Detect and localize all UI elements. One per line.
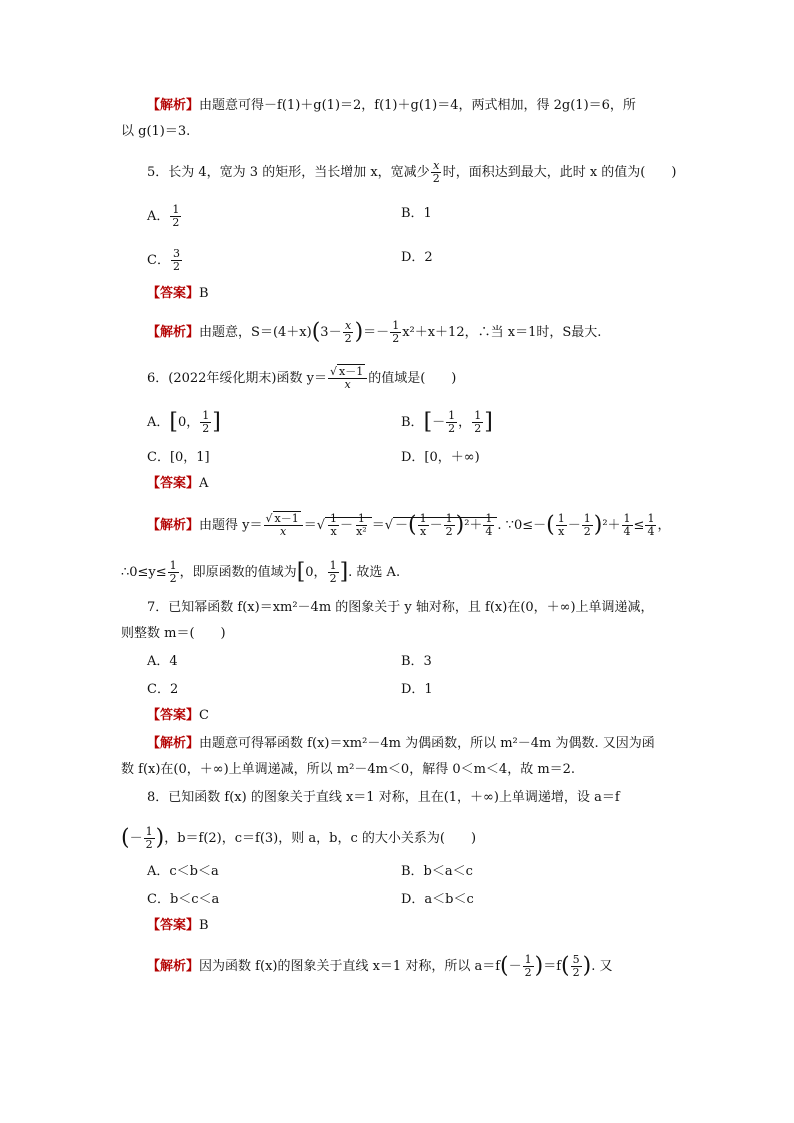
q8-analysis-line-1: 【解析】因为函数 f(x)的图象关于直线 x＝1 对称，所以 a＝f(－ $\frac{1}{2}$ )＝f( $\frac{5}{2}$ ). 又	[147, 953, 613, 979]
fraction-x-over-2: $\frac{x}{2}$	[432, 159, 440, 185]
q8-stem-line-2: (－ $\frac{1}{2}$ )，b＝f(2)，c＝f(3)，则 a，b，c 的大小关系为( )	[121, 825, 477, 851]
q7-answer: 【答案】C	[147, 708, 209, 723]
q7-option-c: C．2	[147, 682, 179, 697]
q8-answer: 【答案】B	[147, 918, 209, 933]
q7-option-d: D．1	[401, 682, 433, 697]
q6-option-a: A．[0， $\frac{1}{2}$ ]	[147, 409, 221, 435]
q7-analysis-line-1: 【解析】由题意可得幂函数 f(x)＝xm²－4m 为偶函数，所以 m²－4m 为偶数. 又因为函	[147, 736, 655, 751]
q5-option-a: A． $\frac{1}{2}$	[147, 203, 180, 229]
q4-analysis-line-1	[147, 96, 636, 116]
q8-option-a: A．c＜b＜a	[147, 864, 219, 879]
q8-option-d: D．a＜b＜c	[401, 892, 474, 907]
q5-analysis: 【解析】由题意，S＝(4＋x)(3－ $\frac{x}{2}$ )＝－ $\frac{1}{2}$ x²＋x＋12，∴当 x＝1时，S最大.	[147, 319, 602, 345]
q5-option-b: B．1	[401, 206, 432, 221]
q8-option-c: C．b＜c＜a	[147, 892, 220, 907]
q6-stem: 6．(2022年绥化期末)函数 y＝ $\frac{√ x-1}{x}$ 的值域是( )	[147, 365, 457, 391]
q5-option-c: C． $\frac{3}{2}$	[147, 247, 180, 273]
q6-analysis-line-1: 【解析】由题得 y＝ $\frac{√ x-1}{x}$ ＝√ $\frac{1}{x}$ － $\frac{1}{\text{x²}}$ ＝√ －( $\frac{1}{x}$ － $\frac{1}{2}$ )²＋ $\frac{1}{4}$ . ∵0≤－( $\frac{1}{x}$ － $\frac{1}{2}$ )²＋ $\frac{1}{4}$ ≤ $\frac{1}{4}$ ，	[147, 512, 671, 538]
q4-analysis-text-cont: 以 g(1)＝3.	[121, 124, 191, 139]
q6-option-d: D．[0，＋∞)	[401, 450, 480, 465]
q7-option-b: B．3	[401, 654, 432, 669]
q5-option-d: D．2	[401, 250, 433, 265]
q5-stem: 5．长为 4，宽为 3 的矩形，当长增加 x，宽减少 $\frac{x}{2}$ 时，面积达到最大，此时 x 的值为( )	[147, 159, 677, 185]
analysis-tag: 【解析】	[147, 98, 200, 113]
q8-option-b: B．b＜a＜c	[401, 864, 473, 879]
q5-answer: 【答案】B	[147, 286, 209, 301]
q4-analysis-text: 由题意可得－f(1)＋g(1)＝2，f(1)＋g(1)＝4，两式相加，得 2g(1)＝6，所	[199, 98, 636, 113]
q8-stem-line-1: 8．已知函数 f(x) 的图象关于直线 x＝1 对称，且在(1，＋∞)上单调递增，设 a＝f	[147, 790, 620, 805]
q6-answer: 【答案】A	[147, 476, 209, 491]
q6-analysis-line-2: ∴0≤y≤ $\frac{1}{2}$ ，即原函数的值域为[0， $\frac{1}{2}$ ]. 故选 A.	[121, 559, 401, 585]
q6-option-c: C．[0，1]	[147, 450, 210, 465]
q7-option-a: A．4	[147, 654, 178, 669]
q7-stem-line-2: 则整数 m＝( )	[121, 626, 226, 641]
q4-analysis-line-2	[121, 122, 190, 142]
q7-analysis-line-2: 数 f(x)在(0，＋∞)上单调递减，所以 m²－4m＜0，解得 0＜m＜4，故 m＝2.	[121, 762, 576, 777]
q7-stem-line-1: 7．已知幂函数 f(x)＝xm²－4m 的图象关于 y 轴对称，且 f(x)在(0，＋∞)上单调递减，	[147, 600, 654, 615]
q6-option-b: B．[－ $\frac{1}{2}$ ， $\frac{1}{2}$ ]	[401, 409, 493, 435]
